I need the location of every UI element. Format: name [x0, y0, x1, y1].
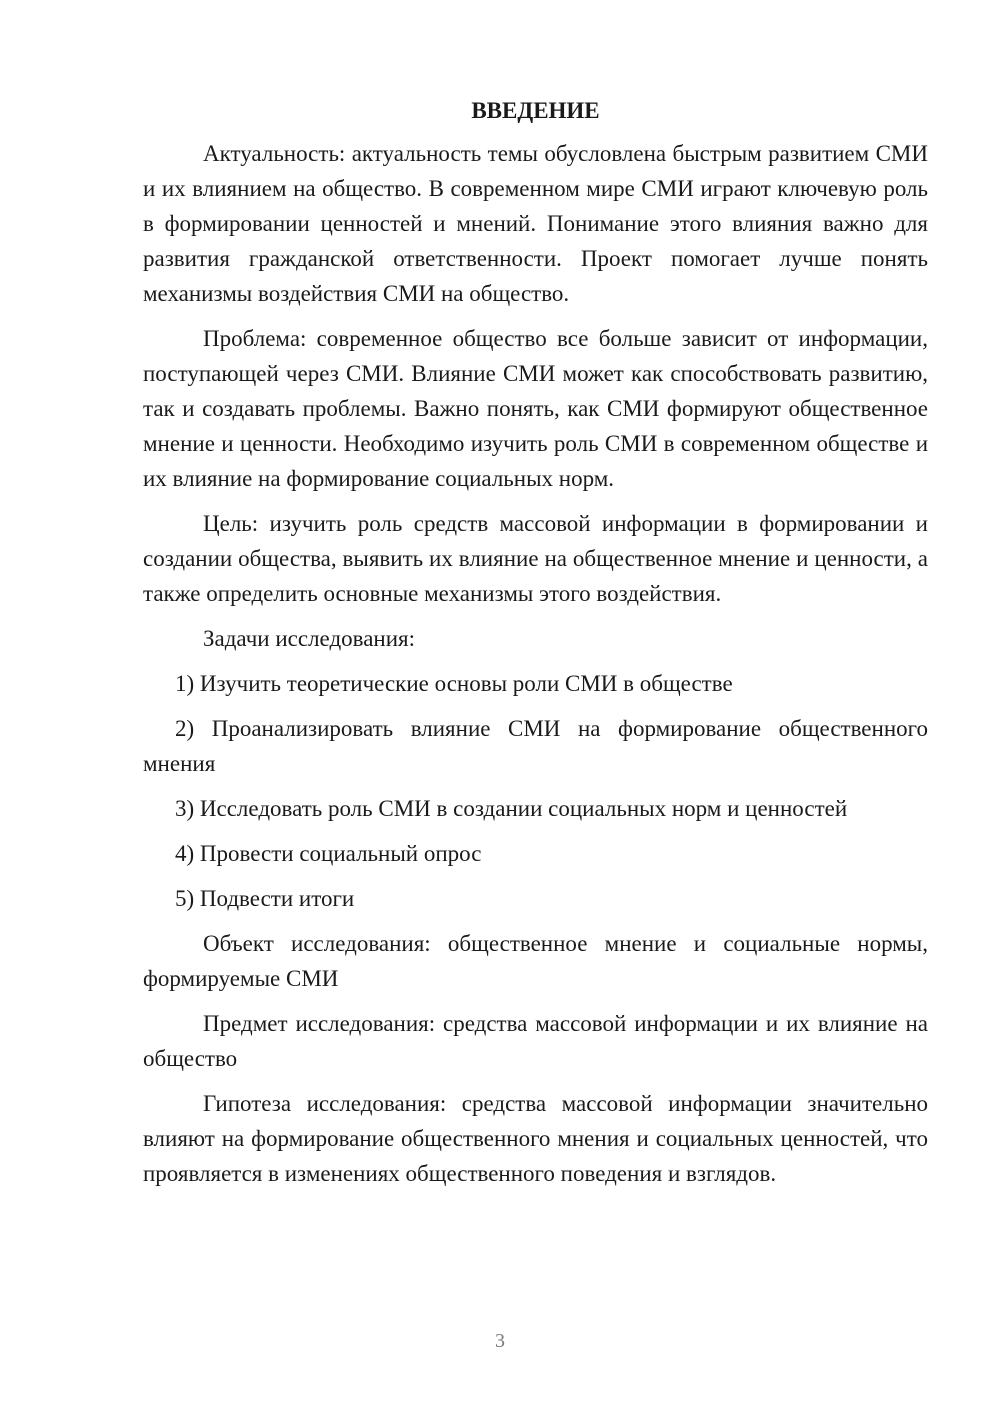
subject-paragraph: Предмет исследования: средства массовой информации и их влияние на общество: [143, 1011, 928, 1071]
task-item: 3) Исследовать роль СМИ в создании социальных норм и ценностей: [175, 796, 848, 821]
problem-paragraph: Проблема: современное общество все больше зависит от информации, поступающей через СМИ. Влияние СМИ может как способствовать развитию, так и создавать проблемы. Важно понять, как СМИ формируют общественное мнение и ценности. Необходимо изучить роль СМИ в современном обществе и их влияние на формирование социальных норм.: [143, 326, 928, 491]
task-item: 5) Подвести итоги: [175, 886, 355, 911]
page-number: 3: [495, 1330, 505, 1352]
tasks-heading: Задачи исследования:: [203, 626, 416, 651]
task-item: 1) Изучить теоретические основы роли СМИ в обществе: [175, 671, 733, 696]
page-content: [143, 96, 928, 1201]
page-heading: ВВЕДЕНИЕ: [471, 98, 600, 123]
task-item: 4) Провести социальный опрос: [175, 841, 482, 866]
object-paragraph: Объект исследования: общественное мнение и социальные нормы, формируемые СМИ: [143, 931, 928, 991]
hypothesis-paragraph: Гипотеза исследования: средства массовой информации значительно влияют на формирование общественного мнения и социальных ценностей, что проявляется в изменениях общественного поведения и взглядов.: [143, 1091, 928, 1186]
task-item: 2) Проанализировать влияние СМИ на формирование общественного мнения: [143, 716, 928, 776]
goal-paragraph: Цель: изучить роль средств массовой информации в формировании и создании общества, выявить их влияние на общественное мнение и ценности, а также определить основные механизмы этого воздействия.: [143, 511, 928, 606]
relevance-paragraph: Актуальность: актуальность темы обусловлена быстрым развитием СМИ и их влиянием на общество. В современном мире СМИ играют ключевую роль в формировании ценностей и мнений. Понимание этого влияния важно для развития гражданской ответственности. Проект помогает лучше понять механизмы воздействия СМИ на общество.: [143, 141, 928, 306]
